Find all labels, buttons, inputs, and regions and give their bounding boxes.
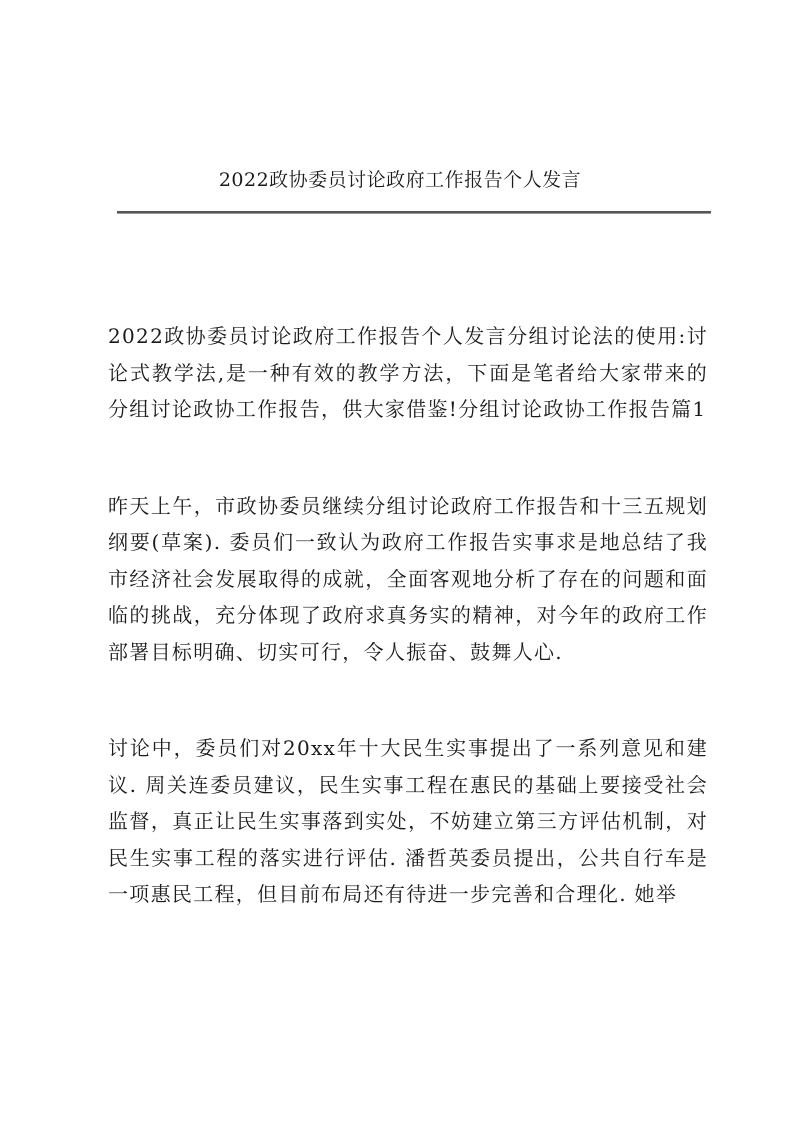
paragraph-intro: 2022政协委员讨论政府工作报告个人发言分组讨论法的使用:讨论式教学法,是一种有效的教学方法，下面是笔者给大家带来的分组讨论政协工作报告，供大家借鉴!分组讨论政协工作报告篇1: [108, 324, 708, 421]
paragraph-meeting: 昨天上午，市政协委员继续分组讨论政府工作报告和十三五规划纲要(草案). 委员们一致认为政府工作报告实事求是地总结了我市经济社会发展取得的成就，全面客观地分析了存在的问题和面临的挑战，充分体现了政府求真务实的精神，对今年的政府工作部署目标明确、切实可行，令人振奋、鼓舞人心.: [108, 493, 708, 664]
document-title: 2022政协委员讨论政府工作报告个人发言: [218, 169, 582, 191]
paragraph-discussion: 讨论中，委员们对20xx年十大民生实事提出了一系列意见和建议. 周关连委员建议，民生实事工程在惠民的基础上要接受社会监督，真正让民生实事落到实处，不妨建立第三方评估机制，对民生实事工程的落实进行评估. 潘哲英委员提出，公共自行车是一项惠民工程，但目前布局还有待进一步完善和合理化. 她举: [108, 736, 708, 906]
document-body: [108, 318, 708, 913]
title-underline: [117, 211, 711, 214]
